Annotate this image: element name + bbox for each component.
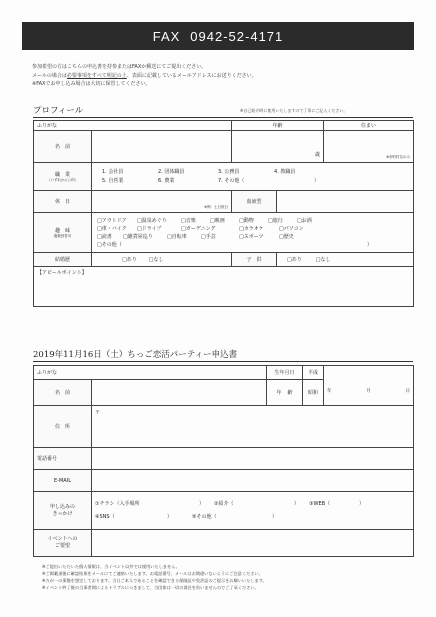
footer-note: ※イベント終了後の当事者間によるトラブルにつきまして、当団体は一切の責任を負いませんのでご了承ください。 [42,585,259,590]
footer-notes [42,563,422,591]
event-name-field[interactable] [92,380,267,406]
birthdate-field[interactable]: 年 月 日 [324,366,414,406]
age-label: 年齢 [232,121,324,131]
trigger-label: 申し込みの きっかけ [34,492,92,530]
phone-field[interactable] [92,448,414,470]
phone-label: 電話番号 [34,448,92,470]
profile-divider [33,117,413,118]
event-address-label: 住 所 [34,406,92,448]
event-table [33,365,414,557]
profile-note: ※自己紹介時に使用いたしますので丁寧にご記入ください。 [240,108,348,113]
request-label: イベントへの ご要望 [34,530,92,557]
footer-note: ※ご提出いただいた個人情報は、当イベント以外では使用いたしません。 [42,564,180,569]
event-furigana-label[interactable]: ふりがな [34,366,267,380]
hobby-label: 趣 味 複数回答可 [34,213,92,253]
age-cell[interactable]: 年 齢 [267,380,303,406]
fax-number: 0942-52-4171 [190,28,284,44]
footer-note: ※万が一の事態を想定しております。当日ご本人であることを確認できる保険証や免許証のご提示をお願いいたします。 [42,578,267,583]
event-divider [33,361,413,362]
trigger-options[interactable]: ①チラシ（入手場所 ） ②紹介（ ） ③WEB（ ） ④SNS（ ） ⑤その他（ ） [92,492,414,530]
children-label: 子 供 [232,253,277,267]
event-address-field[interactable]: 〒 [92,406,414,448]
holiday-field[interactable]: ※例：土日祝日 [92,191,232,213]
marriage-options[interactable]: □あり □なし [92,253,232,267]
birth-label: 生年月日 [267,366,303,380]
fax-label: FAX [152,28,181,44]
heisei-option[interactable]: 平成 [303,366,324,380]
address-label: 住まい [324,121,414,131]
appeal-field[interactable]: 【アピールポイント】 [34,267,414,307]
name-label: 名 前 [34,131,92,163]
children-options[interactable]: □あり □なし [277,253,414,267]
request-field[interactable] [92,530,414,557]
event-section-title: 2019年11月16日（土）ちっご恋活パーティー申込書 [33,350,238,360]
fax-number-banner [22,22,414,50]
hobby-options[interactable]: □アウトドア □温泉めぐり □音楽 □映画 □動物 □旅行 □お酒 □車・バイク □ドライブ □ガーデニング □カラオケ □パソコン □読書 □雑貨屋巡り □自転車 □手芸 □スポーツ □歴史 □その他（ ） [92,213,414,253]
footer-note: ※ご掲載頂後に確認結果をメールにてご連絡いたします。お電話番号、メールはお間違いないようにご注意ください。 [42,571,263,576]
event-name-label: 名 前 [34,380,92,406]
age-field[interactable]: 歳 [232,131,324,163]
job-label: 職 業 （いずれかに○印） [34,163,92,191]
blood-label: 血液型 [232,191,277,213]
job-options[interactable]: 1. 会社員 2. 団体職員 3. 公務員 4. 教職員 5. 自営業 6. 農業 7. その他（ ） [92,163,414,191]
intro-line-2: メールの場合は必要事項をすべて明記の上、表面に記載しているメールアドレスにお送りください。 [32,72,257,79]
intro-text [32,63,412,89]
email-label: E-MAIL [34,470,92,492]
address-field[interactable]: ※市町村名のみ [324,131,414,163]
showa-option[interactable]: 昭和 [303,380,324,406]
furigana-label[interactable]: ふりがな [34,121,232,131]
profile-section-title: プロフィール [33,106,84,116]
blood-field[interactable] [277,191,414,213]
holiday-label: 休 日 [34,191,92,213]
email-field[interactable] [92,470,414,492]
intro-line-3: ※FAXでお申し込み場合は大切に保管してください。 [32,81,151,87]
marriage-label: 結婚歴 [34,253,92,267]
intro-line-1: 参加希望の方はこちらの申込書を持参またはFAXか郵送にてご提出ください。 [32,64,207,70]
profile-table [33,120,414,307]
name-field[interactable] [92,131,232,163]
